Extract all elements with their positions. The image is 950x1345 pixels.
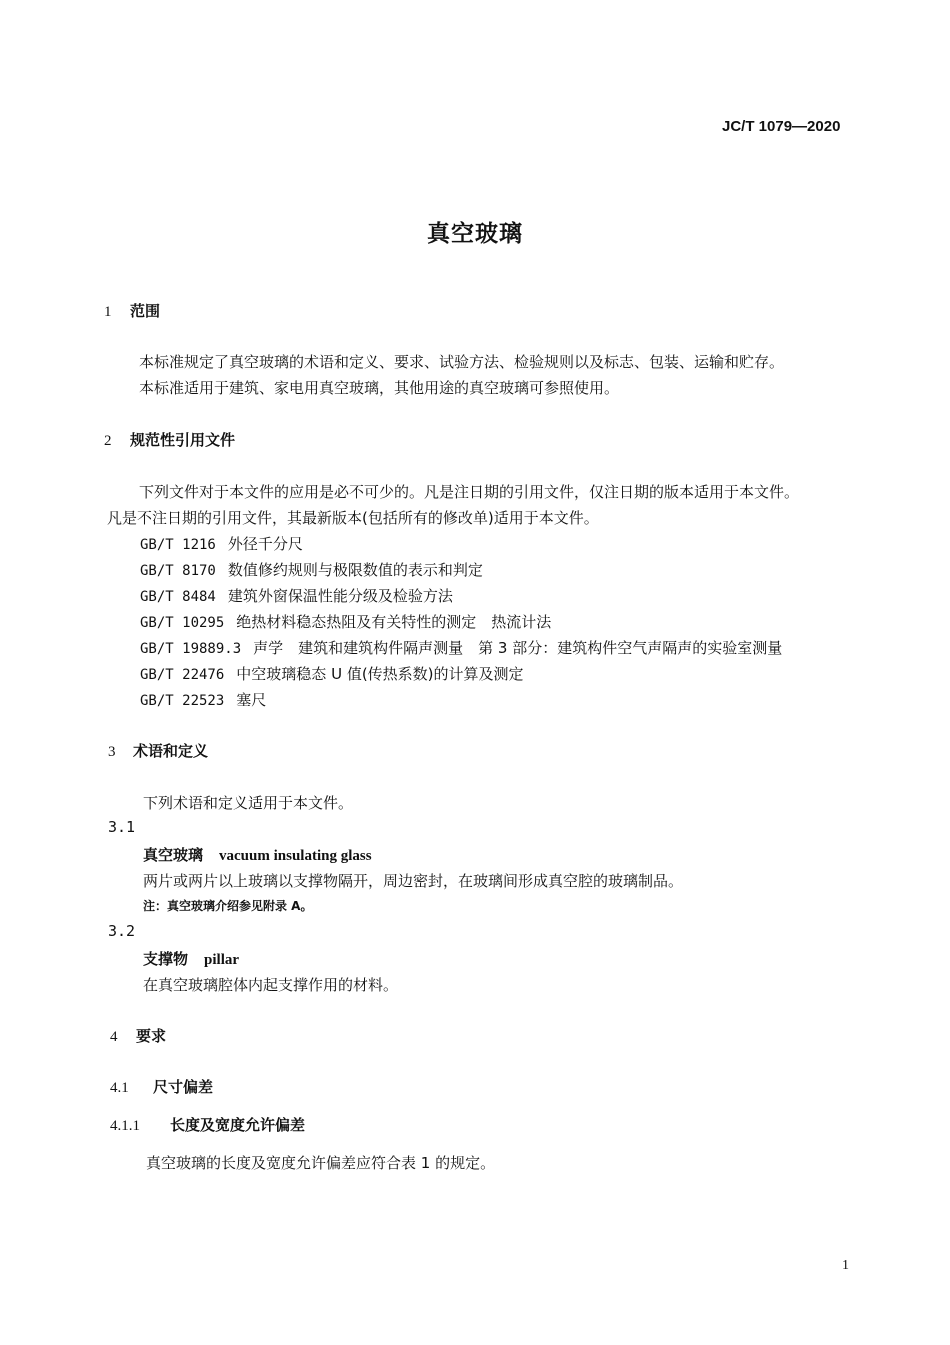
reference-item	[140, 663, 524, 684]
section-title: 要求	[136, 1027, 167, 1045]
reference-item	[140, 533, 303, 554]
term-number: 3.1	[108, 818, 136, 836]
section-title: 范围	[130, 302, 161, 320]
section-number: 1	[104, 304, 112, 320]
section-1-heading	[104, 300, 160, 321]
term-chinese: 支撑物	[143, 950, 189, 968]
reference-item	[140, 689, 266, 710]
reference-code: GB/T 19889.3	[140, 641, 242, 657]
standard-code: JC/T 1079—2020	[722, 118, 841, 135]
section-3-heading	[108, 740, 208, 761]
reference-code: GB/T 22476	[140, 667, 225, 683]
section-number: 3	[108, 744, 116, 760]
reference-code: GB/T 8484	[140, 589, 216, 605]
reference-code: GB/T 8170	[140, 563, 216, 579]
term-definition: 两片或两片以上玻璃以支撑物隔开，周边密封，在玻璃间形成真空腔的玻璃制品。	[143, 872, 684, 890]
section-title: 术语和定义	[133, 742, 209, 760]
term-heading	[143, 844, 372, 865]
reference-title: 外径千分尺	[227, 535, 303, 553]
reference-code: GB/T 22523	[140, 693, 225, 709]
reference-title: 声学 建筑和建筑构件隔声测量 第 3 部分：建筑构件空气声隔声的实验室测量	[253, 639, 783, 657]
paragraph: 本标准适用于建筑、家电用真空玻璃，其他用途的真空玻璃可参照使用。	[139, 379, 620, 397]
subsection-title: 尺寸偏差	[153, 1078, 214, 1096]
section-title: 规范性引用文件	[130, 431, 236, 449]
reference-item	[140, 585, 453, 606]
reference-title: 建筑外窗保温性能分级及检验方法	[227, 587, 453, 605]
paragraph: 凡是不注日期的引用文件，其最新版本(包括所有的修改单)适用于本文件。	[107, 509, 599, 527]
term-note: 注：真空玻璃介绍参见附录 A。	[143, 899, 313, 913]
section-number: 2	[104, 433, 112, 449]
section-4-heading	[110, 1025, 166, 1046]
term-heading	[143, 948, 239, 969]
reference-title: 绝热材料稳态热阻及有关特性的测定 热流计法	[236, 613, 552, 631]
reference-item	[140, 559, 483, 580]
reference-code: GB/T 10295	[140, 615, 225, 631]
section-number: 4	[110, 1029, 118, 1045]
section-2-heading	[104, 429, 235, 450]
paragraph: 下列文件对于本文件的应用是必不可少的。凡是注日期的引用文件，仅注日期的版本适用于本文件。	[139, 483, 800, 501]
term-number: 3.2	[108, 922, 136, 940]
subsection-heading	[110, 1114, 305, 1135]
paragraph: 本标准规定了真空玻璃的术语和定义、要求、试验方法、检验规则以及标志、包装、运输和贮存。	[139, 353, 785, 371]
subsection-heading	[110, 1076, 213, 1097]
reference-item	[140, 611, 551, 632]
term-english: vacuum insulating glass	[219, 848, 372, 864]
subsection-number: 4.1.1	[110, 1118, 140, 1134]
reference-title: 塞尺	[236, 691, 267, 709]
paragraph: 真空玻璃的长度及宽度允许偏差应符合表 1 的规定。	[146, 1154, 496, 1172]
reference-item	[140, 637, 782, 658]
page-number: 1	[842, 1258, 849, 1273]
term-chinese: 真空玻璃	[143, 846, 204, 864]
reference-title: 数值修约规则与极限数值的表示和判定	[227, 561, 483, 579]
term-english: pillar	[204, 952, 240, 968]
subsection-title: 长度及宽度允许偏差	[170, 1116, 306, 1134]
page-title: 真空玻璃	[427, 221, 523, 247]
reference-code: GB/T 1216	[140, 537, 216, 553]
paragraph: 下列术语和定义适用于本文件。	[143, 794, 354, 812]
reference-title: 中空玻璃稳态 U 值(传热系数)的计算及测定	[236, 665, 524, 683]
subsection-number: 4.1	[110, 1080, 129, 1096]
term-definition: 在真空玻璃腔体内起支撑作用的材料。	[143, 976, 399, 994]
